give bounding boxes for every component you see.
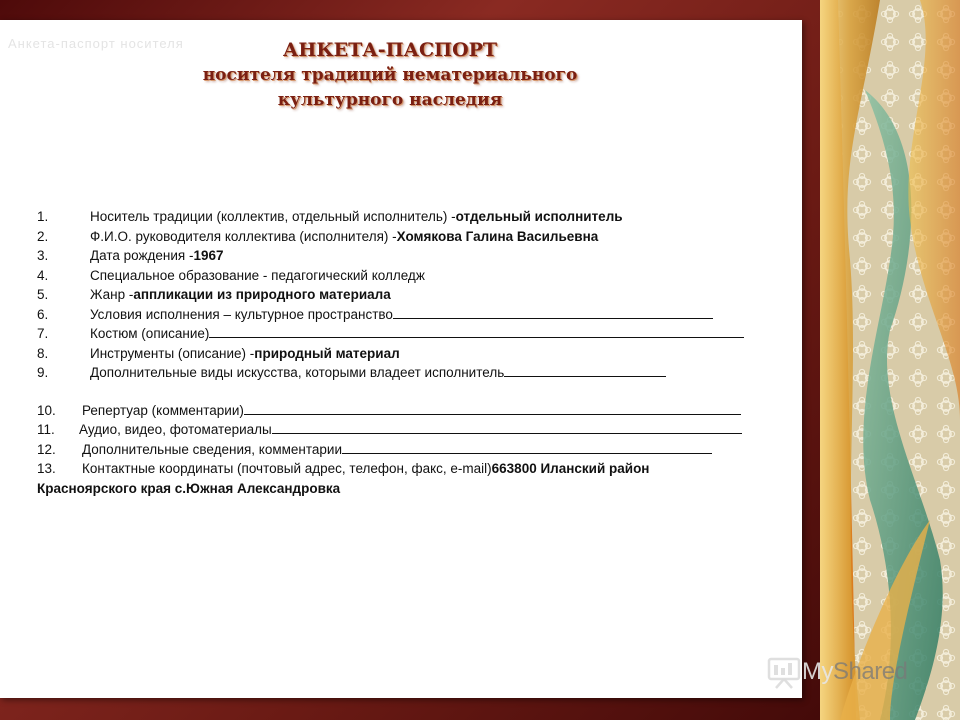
item-label: Костюм (описание) [90, 326, 210, 341]
item-label: Контактные координаты (почтовый адрес, телефон, факс, e-mail) [82, 461, 492, 476]
list-item [37, 227, 777, 247]
blank-field-line [504, 363, 666, 377]
watermark-text: MyShared [802, 658, 908, 685]
item-number: 12. [37, 441, 56, 457]
item-value: отдельный исполнитель [455, 209, 623, 224]
item-number: 13. [37, 461, 56, 476]
title-line-3: культурного наследия [277, 90, 503, 110]
list-item [37, 344, 777, 364]
item-label: Инструменты (описание) - [90, 345, 255, 361]
item-number: 6. [37, 306, 49, 322]
questionnaire-list [37, 207, 777, 498]
item-label: Специальное образование - педагогический колледж [90, 267, 425, 283]
decorative-border-pattern [820, 0, 960, 720]
list-item [37, 459, 777, 479]
list-item [37, 401, 777, 421]
item-value: 1967 [193, 248, 224, 263]
item-number: 4. [37, 267, 49, 283]
item-label: Аудио, видео, фотоматериалы [79, 422, 272, 437]
item-label: Дополнительные сведения, комментарии [82, 441, 343, 457]
item-number: 1. [37, 209, 49, 224]
item-number: 8. [37, 345, 49, 361]
blank-field-line [244, 401, 741, 415]
list-item [37, 420, 777, 440]
slide-title [0, 38, 780, 113]
item-label: Репертуар (комментарии) [82, 402, 244, 418]
presentation-board-icon [766, 655, 802, 689]
list-item [37, 285, 777, 305]
item-value: 663800 Иланский район [491, 461, 650, 476]
item-number: 3. [37, 248, 49, 263]
item-value: природный материал [254, 345, 400, 361]
watermark [766, 655, 907, 689]
blank-field-line [272, 420, 742, 434]
item-number: 7. [37, 326, 49, 341]
list-item [37, 440, 777, 460]
item-value: аппликации из природного материала [133, 287, 391, 302]
item-number: 9. [37, 365, 49, 380]
blank-field-line [209, 324, 744, 338]
list-item [37, 324, 777, 344]
item-number: 10. [37, 402, 56, 418]
title-line-2: носителя традиций нематериального [202, 65, 578, 85]
item-value: Хомякова Галина Васильевна [396, 228, 599, 244]
ghost-heading: Анкета-паспорт носителя [8, 36, 184, 51]
blank-field-line [342, 440, 712, 454]
item-number: 2. [37, 228, 49, 244]
item-number: 5. [37, 287, 49, 302]
item-label: Дополнительные виды искусства, которыми владеет исполнитель [90, 365, 505, 380]
item-13-continuation: Красноярского края с.Южная Александровка [37, 480, 341, 496]
item-label: Условия исполнения – культурное пространство [90, 306, 393, 322]
list-item [37, 266, 777, 286]
item-label: Жанр - [90, 287, 134, 302]
item-label: Дата рождения - [90, 248, 194, 263]
item-label: Носитель традиции (коллектив, отдельный исполнитель) - [90, 209, 456, 224]
blank-field-line [393, 305, 713, 319]
list-item [37, 246, 777, 266]
slide-page [0, 20, 802, 698]
title-line-1: АНКЕТА-ПАСПОРТ [282, 39, 498, 61]
list-item [37, 207, 777, 227]
list-item [37, 305, 777, 325]
list-item [37, 363, 777, 383]
item-number: 11. [37, 422, 55, 437]
item-label: Ф.И.О. руководителя коллектива (исполнителя) - [90, 228, 397, 244]
